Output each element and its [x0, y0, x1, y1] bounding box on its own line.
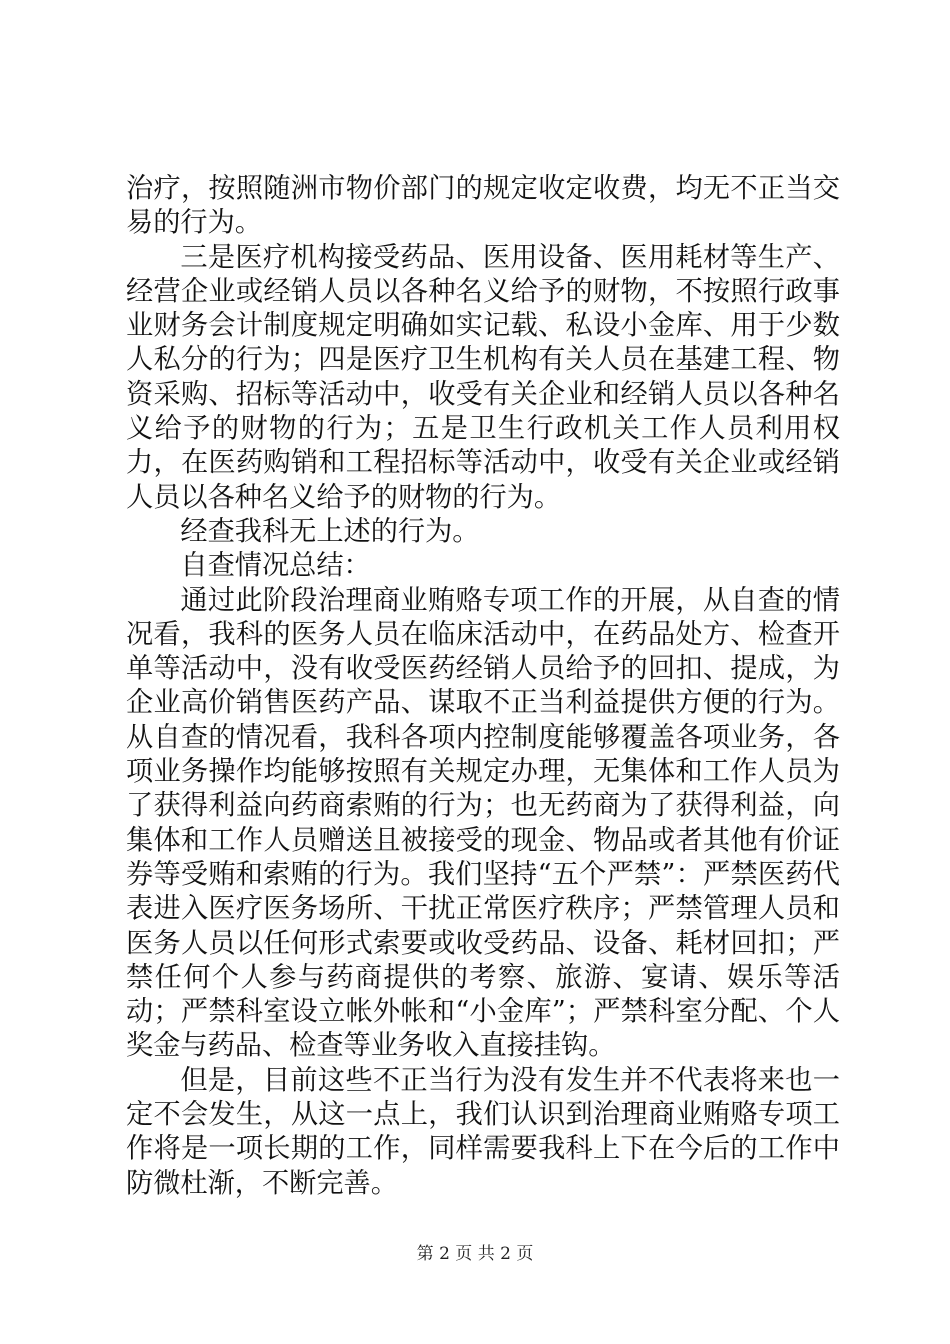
page-number-label: 第 2 页 共 2 页 — [416, 1244, 534, 1264]
paragraph-conclusion: 但是，目前这些不正当行为没有发生并不代表将来也一定不会发生，从这一点上，我们认识到治理商业贿赂专项工作将是一项长期的工作，同样需要我科上下在今后的工作中防微杜渐，不断完善。 — [126, 1064, 840, 1199]
paragraph-summary-body: 通过此阶段治理商业贿赂专项工作的开展，从自查的情况看，我科的医务人员在临床活动中，在药品处方、检查开单等活动中，没有收受医药经销人员给予的回扣、提成，为企业高价销售医药产品、谋取不正当利益提供方便的行为。从自查的情况看，我科各项内控制度能够覆盖各项业务，各项业务操作均能够按照有关规定办理，无集体和工作人员为了获得利益向药商索贿的行为；也无药商为了获得利益，向集体和工作人员赠送且被接受的现金、物品或者其他有价证券等受贿和索贿的行为。我们坚持“五个严禁”：严禁医药代表进入医疗医务场所、干扰正常医疗秩序；严禁管理人员和医务人员以任何形式索要或收受药品、设备、耗材回扣；严禁任何个人参与药商提供的考察、旅游、宴请、娱乐等活动；严禁科室设立帐外帐和“小金库”；严禁科室分配、个人奖金与药品、检查等业务收入直接挂钩。 — [126, 584, 840, 1062]
paragraph-violations-list: 三是医疗机构接受药品、医用设备、医用耗材等生产、经营企业或经销人员以各种名义给予的财物，不按照行政事业财务会计制度规定明确如实记载、私设小金库、用于少数人私分的行为；四是医疗卫生机构有关人员在基建工程、物资采购、招标等活动中，收受有关企业和经销人员以各种名义给予的财物的行为；五是卫生行政机关工作人员利用权力，在医药购销和工程招标等活动中，收受有关企业或经销人员以各种名义给予的财物的行为。 — [126, 241, 840, 513]
section-heading-summary: 自查情况总结： — [180, 550, 371, 582]
page-footer — [0, 1243, 950, 1265]
paragraph-inspection-result: 经查我科无上述的行为。 — [180, 515, 480, 547]
paragraph-continuation: 治疗，按照随洲市物价部门的规定收定收费，均无不正当交易的行为。 — [126, 173, 840, 239]
document-body — [126, 172, 840, 1201]
